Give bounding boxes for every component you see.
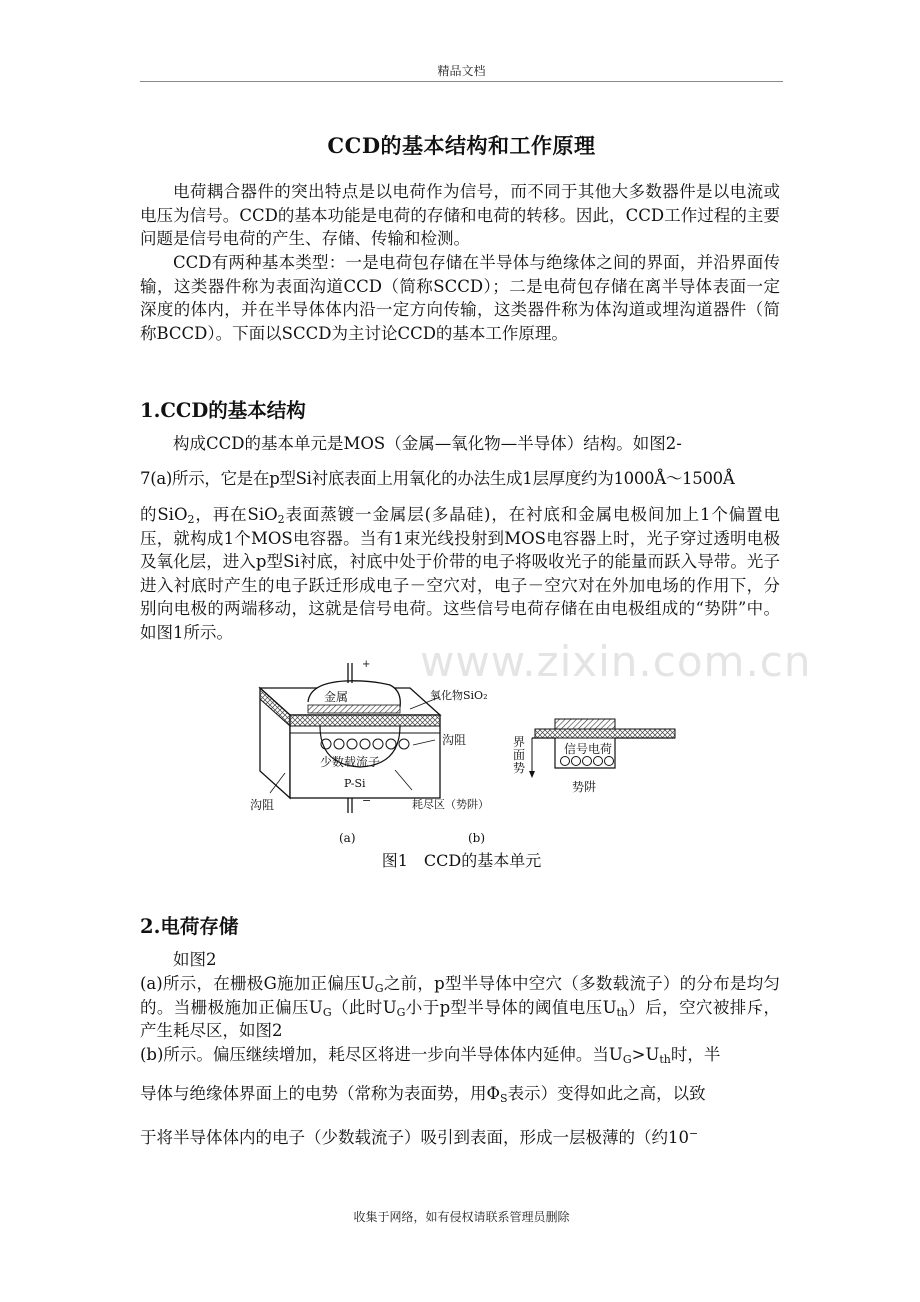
page-footer: 收集于网络，如有侵权请联系管理员删除 — [353, 1210, 570, 1224]
paragraph-storage-line1: 如图2 — [173, 950, 217, 969]
paragraph-structure-body: 的SiO$_2$，再在SiO$_2$表面蒸镀一金属层(多晶硅)，在衬底和金属电极间加上1个偏置电压，就构成1个MOS电容器。当有1束光线投射到MOS电容器上时，光子穿过透明电极及氧化层，进入p型Si衬底，衬底中处于价带的电子将吸收光子的能量而跃入导带。光子进入衬底时产生的电子跃迁形成电子－空穴对，电子－空穴对在外加电场的作用下，分别向电极的两端移动，这就是信号电荷。这些信号电荷存储在由电极组成的“势阱”中。如图1所示。 — [140, 505, 781, 642]
figure-label-channel-stop-left: 沟阻 — [250, 798, 275, 812]
paragraph-types: CCD有两种基本类型：一是电荷包存储在半导体与绝缘体之间的界面，并沿界面传输，这类器件称为表面沟道CCD（简称SCCD）；二是电荷包存储在离半导体表面一定深度的体内，并在半导体体内沿一定方向传输，这类器件称为体沟道或埋沟道器件（简称BCCD）。下面以SCCD为主讨论CCD的基本工作原理。 — [140, 253, 780, 343]
figure-label-depletion: 耗尽区（势阱） — [412, 798, 489, 811]
figure-label-psi: P-Si — [344, 777, 366, 790]
header-rule — [140, 81, 783, 82]
page-header: 精品文档 — [437, 64, 486, 78]
figure-label-signal-charge: 信号电荷 — [564, 742, 613, 756]
paragraph-storage-line4: 导体与绝缘体界面上的电势（常称为表面势，用$\Phi_S$表示）变得如此之高，以致 — [140, 1084, 706, 1105]
figure-a-structure — [260, 663, 440, 813]
figure-caption: 图1 CCD的基本单元 — [381, 851, 542, 870]
figure-label-metal: 金属 — [324, 690, 349, 704]
figure-label-well: 势阱 — [572, 780, 597, 794]
figure-label-channel-stop-right: 沟阻 — [442, 733, 467, 747]
paragraph-structure-line2: 7(a)所示，它是在p型Si衬底表面上用氧化的办法生成1层厚度约为1000Å～1500Å — [140, 469, 735, 488]
paragraph-structure-line1: 构成CCD的基本单元是MOS（金属—氧化物—半导体）结构。如图2- — [173, 434, 682, 453]
figure-label-oxide: 氧化物SiO₂ — [430, 689, 488, 702]
paragraph-storage-line5: 于将半导体体内的电子（少数载流子）吸引到表面，形成一层极薄的（约10− — [140, 1127, 699, 1147]
document-title: CCD的基本结构和工作原理 — [327, 133, 596, 158]
figure-minus-sign: − — [362, 794, 372, 807]
figure-ccd-unit — [250, 655, 680, 845]
watermark: www.zixin.com.cn — [420, 637, 812, 686]
figure-sublabel-a: (a) — [339, 831, 356, 845]
figure-plus-sign: + — [362, 659, 371, 670]
paragraph-storage-body: (a)所示，在栅极G施加正偏压$U_G$之前，p型半导体中空穴（多数载流子）的分布是均匀的。当栅极施加正偏压$U_G$（此时$U_G$小于p型半导体的阈值电压$U_{th}$）后，空穴被排斥，产生耗尽区，如图2 — [140, 974, 781, 1040]
paragraph-storage-line3: (b)所示。偏压继续增加，耗尽区将进一步向半导体体内延伸。当$U_G>U_{th}$时，半 — [140, 1045, 721, 1066]
figure-label-minority-carriers: 少数载流子 — [320, 755, 381, 769]
figure-sublabel-b: (b) — [468, 831, 486, 845]
paragraph-intro: 电荷耦合器件的突出特点是以电荷作为信号，而不同于其他大多数器件是以电流或电压为信号。CCD的基本功能是电荷的存储和电荷的转移。因此，CCD工作过程的主要问题是信号电荷的产生、存储、传输和检测。 — [140, 182, 780, 248]
section-heading-structure: 1.CCD的基本结构 — [140, 399, 306, 422]
section-heading-charge-storage: 2.电荷存储 — [140, 915, 239, 938]
figure-label-interface-potential: 界 面 势 — [513, 735, 526, 775]
